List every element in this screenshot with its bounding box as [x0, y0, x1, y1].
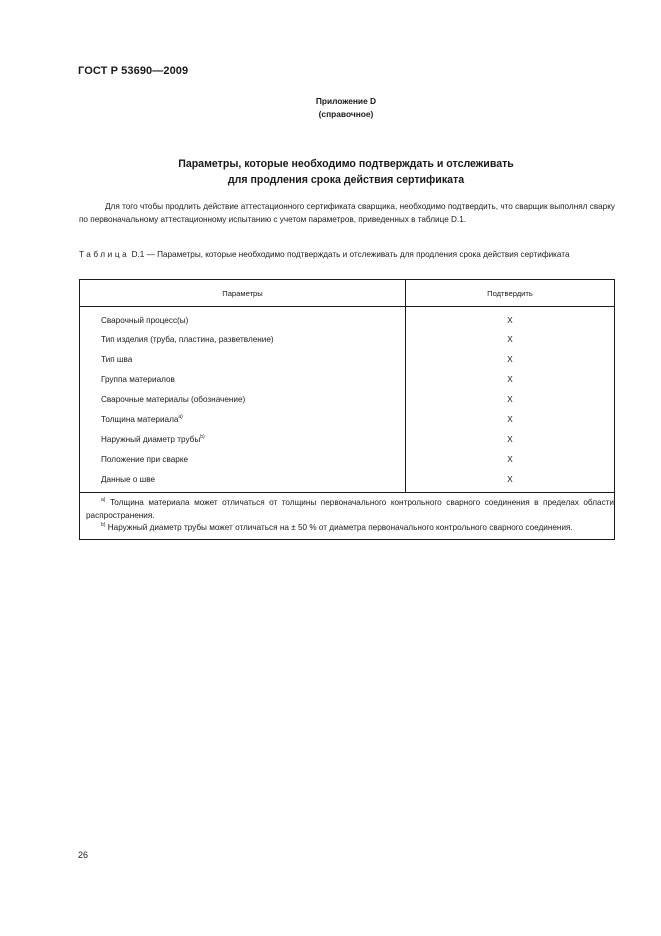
footnote-ref-b: b): [200, 433, 205, 440]
footnote-b: [86, 522, 614, 535]
table-row: [80, 409, 615, 429]
parameter-name: [80, 349, 406, 369]
column-header-parameters: Параметры: [80, 280, 406, 307]
parameter-name: [80, 329, 406, 349]
confirm-mark: X: [406, 389, 615, 409]
annex-title-line-1: Параметры, которые необходимо подтверждать и отслеживать: [178, 158, 514, 170]
parameter-name: [80, 449, 406, 469]
confirm-mark: X: [406, 449, 615, 469]
parameter-name: [80, 369, 406, 389]
table-footnotes-row: [80, 493, 615, 540]
parameter-label: Наружный диаметр трубы: [101, 434, 201, 444]
parameter-name: [80, 409, 406, 429]
table-row: [80, 469, 615, 493]
table-row: [80, 449, 615, 469]
confirm-mark: X: [406, 429, 615, 449]
column-header-confirm: Подтвердить: [406, 280, 615, 307]
table-row: [80, 369, 615, 389]
footnote-a: [86, 497, 614, 522]
table-caption: [79, 248, 615, 261]
footnote-text: Толщина материала может отличаться от толщины первоначального контрольного сварного соединения в пределах области распространения.: [86, 498, 614, 520]
parameter-label: Данные о шве: [101, 474, 156, 484]
parameter-label: Толщина материала: [101, 414, 179, 424]
parameter-name: [80, 307, 406, 330]
annex-title-line-2: для продления срока действия сертификата: [227, 174, 465, 186]
table-row: [80, 329, 615, 349]
annex-status: (справочное): [318, 108, 374, 119]
table-row: [80, 389, 615, 409]
annex-title: [0, 156, 661, 188]
table-row: [80, 349, 615, 369]
confirm-mark: X: [406, 369, 615, 389]
footnote-marker: b): [101, 522, 106, 529]
table-row: [80, 307, 615, 330]
parameter-label: Тип шва: [101, 354, 133, 364]
parameter-label: Сварочные материалы (обозначение): [101, 394, 246, 404]
footnote-marker: a): [101, 497, 106, 503]
standard-code: ГОСТ Р 53690—2009: [78, 65, 189, 77]
table-header-row: [80, 280, 615, 307]
confirm-mark: X: [406, 409, 615, 429]
intro-paragraph: Для того чтобы продлить действие аттестационного сертификата сварщика, необходимо подтвердить, что сварщик выполнял сварку по первоначальному аттестационному испытанию с учетом параметров, приведенных в таблице D.1.: [79, 202, 615, 225]
table-footnotes: [80, 493, 615, 540]
table-row: [80, 429, 615, 449]
annex-label: Приложение D: [315, 96, 377, 106]
annex-heading: [0, 95, 661, 120]
parameter-label: Положение при сварке: [101, 454, 189, 464]
table-caption-text: D.1 — Параметры, которые необходимо подтверждать и отслеживать для продления срока действия сертификата: [129, 250, 570, 259]
parameter-name: [80, 389, 406, 409]
parameters-table: [79, 279, 615, 540]
footnote-text: Наружный диаметр трубы может отличаться на ± 50 % от диаметра первоначального контрольного сварного соединения.: [105, 523, 573, 533]
parameter-label: Сварочный процесс(ы): [101, 315, 189, 325]
confirm-mark: X: [406, 349, 615, 369]
parameter-name: [80, 429, 406, 449]
footnote-ref-a: a): [178, 413, 183, 420]
confirm-mark: X: [406, 469, 615, 493]
parameter-label: Группа материалов: [101, 374, 175, 384]
table-caption-label: Таблица: [79, 250, 130, 259]
parameter-label: Тип изделия (труба, пластина, разветвление): [101, 334, 274, 344]
parameter-name: [80, 469, 406, 493]
page-number: 26: [78, 850, 89, 860]
confirm-mark: X: [406, 329, 615, 349]
confirm-mark: X: [406, 307, 615, 330]
